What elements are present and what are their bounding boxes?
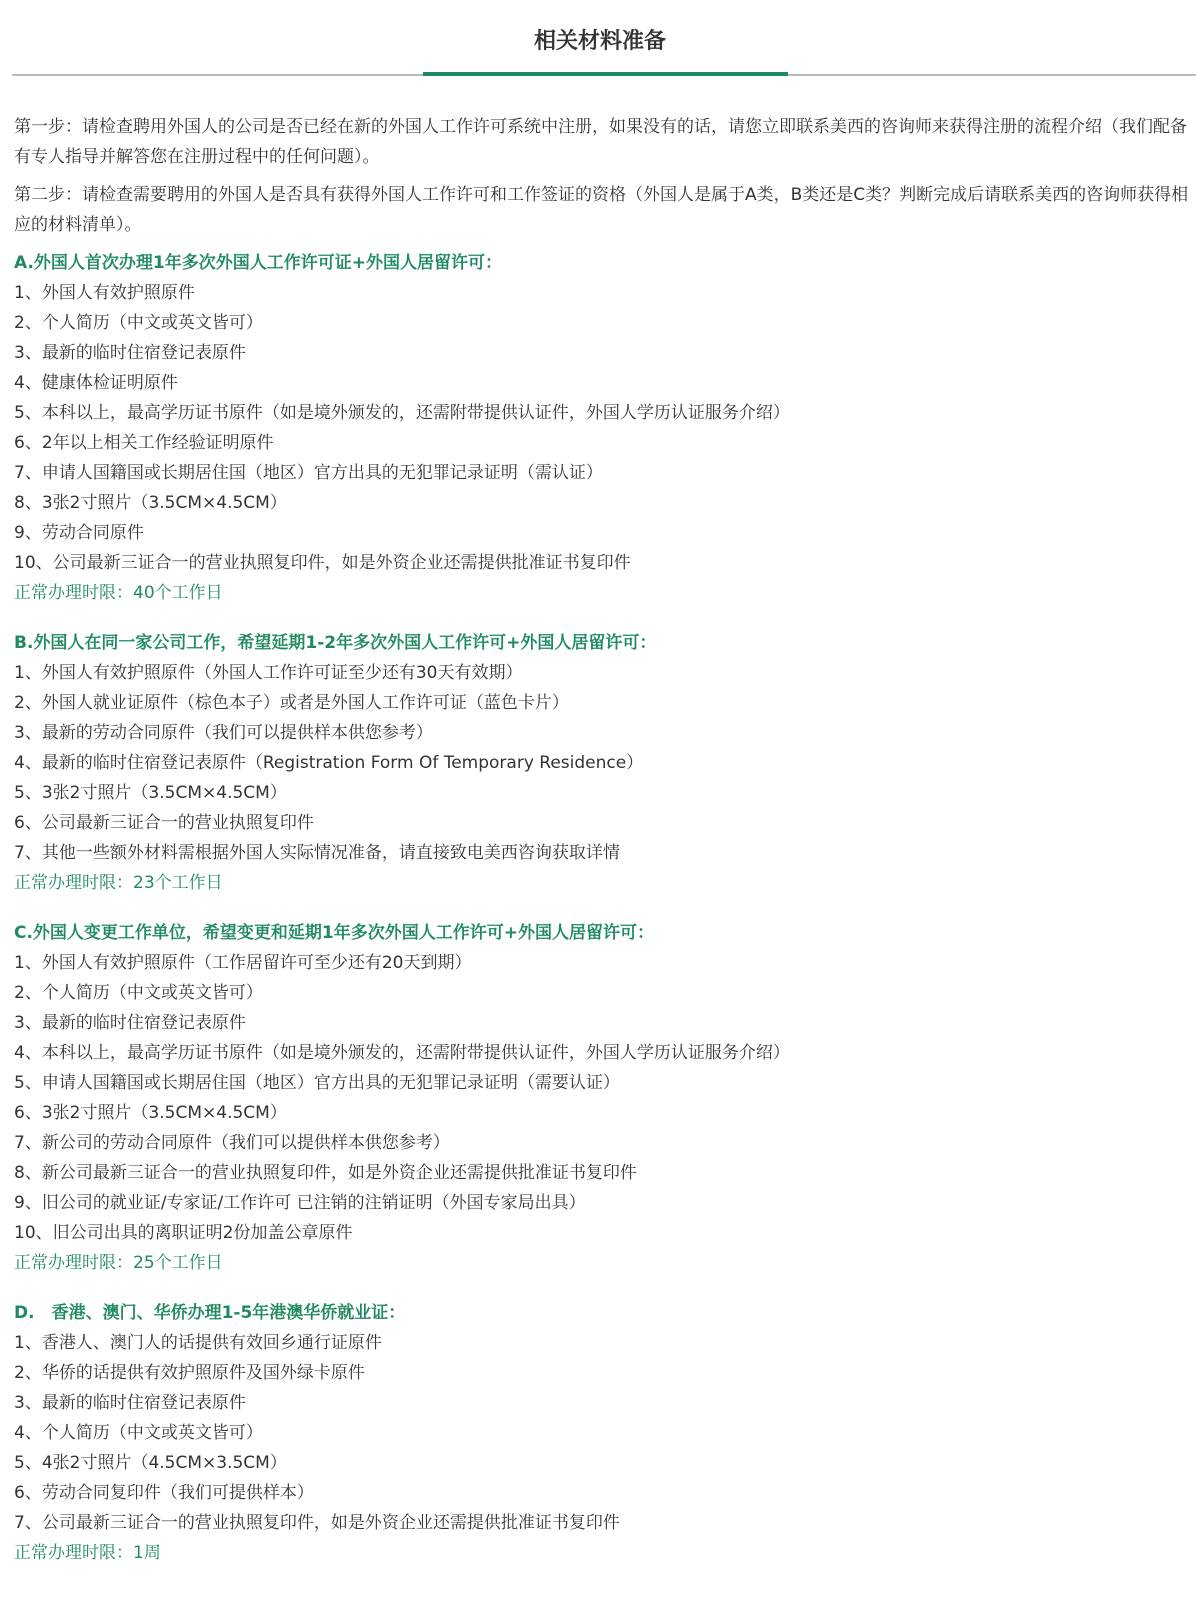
list-item: 1、外国人有效护照原件 [14, 283, 195, 303]
section-d [14, 1298, 1194, 1568]
section-c [14, 918, 1194, 1278]
section-b-title: B.外国人在同一家公司工作，希望延期1-2年多次外国人工作许可+外国人居留许可： [14, 633, 657, 653]
list-item: 6、公司最新三证合一的营业执照复印件 [14, 813, 314, 833]
list-item: 10、公司最新三证合一的营业执照复印件，如是外资企业还需提供批准证书复印件 [14, 553, 631, 573]
list-item: 5、本科以上，最高学历证书原件（如是境外颁发的，还需附带提供认证件，外国人学历认证服务介绍） [14, 403, 790, 423]
list-item: 10、旧公司出具的离职证明2份加盖公章原件 [14, 1223, 353, 1243]
list-item: 4、最新的临时住宿登记表原件（Registration Form Of Temporary Residence） [14, 753, 644, 773]
section-a-processing-time: 正常办理时限：40个工作日 [14, 583, 223, 603]
list-item: 2、个人简历（中文或英文皆可） [14, 313, 263, 333]
list-item: 5、3张2寸照片（3.5CM×4.5CM） [14, 783, 287, 803]
list-item: 1、香港人、澳门人的话提供有效回乡通行证原件 [14, 1333, 382, 1353]
list-item: 4、本科以上，最高学历证书原件（如是境外颁发的，还需附带提供认证件，外国人学历认证服务介绍） [14, 1043, 790, 1063]
title-accent-bar [423, 72, 788, 76]
list-item: 8、新公司最新三证合一的营业执照复印件，如是外资企业还需提供批准证书复印件 [14, 1163, 637, 1183]
section-a-title: A.外国人首次办理1年多次外国人工作许可证+外国人居留许可： [14, 253, 503, 273]
list-item: 3、最新的临时住宿登记表原件 [14, 343, 246, 363]
list-item: 3、最新的临时住宿登记表原件 [14, 1013, 246, 1033]
list-item: 8、3张2寸照片（3.5CM×4.5CM） [14, 493, 287, 513]
list-item: 4、健康体检证明原件 [14, 373, 178, 393]
list-item: 7、其他一些额外材料需根据外国人实际情况准备，请直接致电美西咨询获取详情 [14, 843, 620, 863]
list-item: 6、3张2寸照片（3.5CM×4.5CM） [14, 1103, 287, 1123]
list-item: 6、2年以上相关工作经验证明原件 [14, 433, 274, 453]
list-item: 3、最新的临时住宿登记表原件 [14, 1393, 246, 1413]
list-item: 5、申请人国籍国或长期居住国（地区）官方出具的无犯罪记录证明（需要认证） [14, 1073, 620, 1093]
list-item: 2、外国人就业证原件（棕色本子）或者是外国人工作许可证（蓝色卡片） [14, 693, 569, 713]
step-one-text: 第一步：请检查聘用外国人的公司是否已经在新的外国人工作许可系统中注册，如果没有的话，请您立即联系美西的咨询师来获得注册的流程介绍（我们配备有专人指导并解答您在注册过程中的任何问题）。 [14, 117, 1187, 167]
list-item: 7、申请人国籍国或长期居住国（地区）官方出具的无犯罪记录证明（需认证） [14, 463, 603, 483]
section-b [14, 628, 1194, 898]
main-content [14, 112, 1194, 1568]
list-item: 2、华侨的话提供有效护照原件及国外绿卡原件 [14, 1363, 365, 1383]
list-item: 2、个人简历（中文或英文皆可） [14, 983, 263, 1003]
list-item: 3、最新的劳动合同原件（我们可以提供样本供您参考） [14, 723, 433, 743]
list-item: 1、外国人有效护照原件（外国人工作许可证至少还有30天有效期） [14, 663, 523, 683]
section-d-title: D. 香港、澳门、华侨办理1-5年港澳华侨就业证： [14, 1303, 406, 1323]
step-two-text: 第二步：请检查需要聘用的外国人是否具有获得外国人工作许可和工作签证的资格（外国人是属于A类，B类还是C类？判断完成后请联系美西的咨询师获得相应的材料清单）。 [14, 185, 1189, 235]
list-item: 9、旧公司的就业证/专家证/工作许可 已注销的注销证明（外国专家局出具） [14, 1193, 586, 1213]
list-item: 1、外国人有效护照原件（工作居留许可至少还有20天到期） [14, 953, 472, 973]
list-item: 7、新公司的劳动合同原件（我们可以提供样本供您参考） [14, 1133, 450, 1153]
list-item: 5、4张2寸照片（4.5CM×3.5CM） [14, 1453, 287, 1473]
section-c-processing-time: 正常办理时限：25个工作日 [14, 1253, 223, 1273]
section-a [14, 248, 1194, 608]
list-item: 6、劳动合同复印件（我们可提供样本） [14, 1483, 314, 1503]
list-item: 9、劳动合同原件 [14, 523, 144, 543]
page-title: 相关材料准备 [533, 29, 666, 54]
section-c-title: C.外国人变更工作单位，希望变更和延期1年多次外国人工作许可+外国人居留许可： [14, 923, 655, 943]
list-item: 7、公司最新三证合一的营业执照复印件，如是外资企业还需提供批准证书复印件 [14, 1513, 620, 1533]
section-b-processing-time: 正常办理时限：23个工作日 [14, 873, 223, 893]
section-d-processing-time: 正常办理时限：1周 [14, 1543, 161, 1563]
list-item: 4、个人简历（中文或英文皆可） [14, 1423, 263, 1443]
